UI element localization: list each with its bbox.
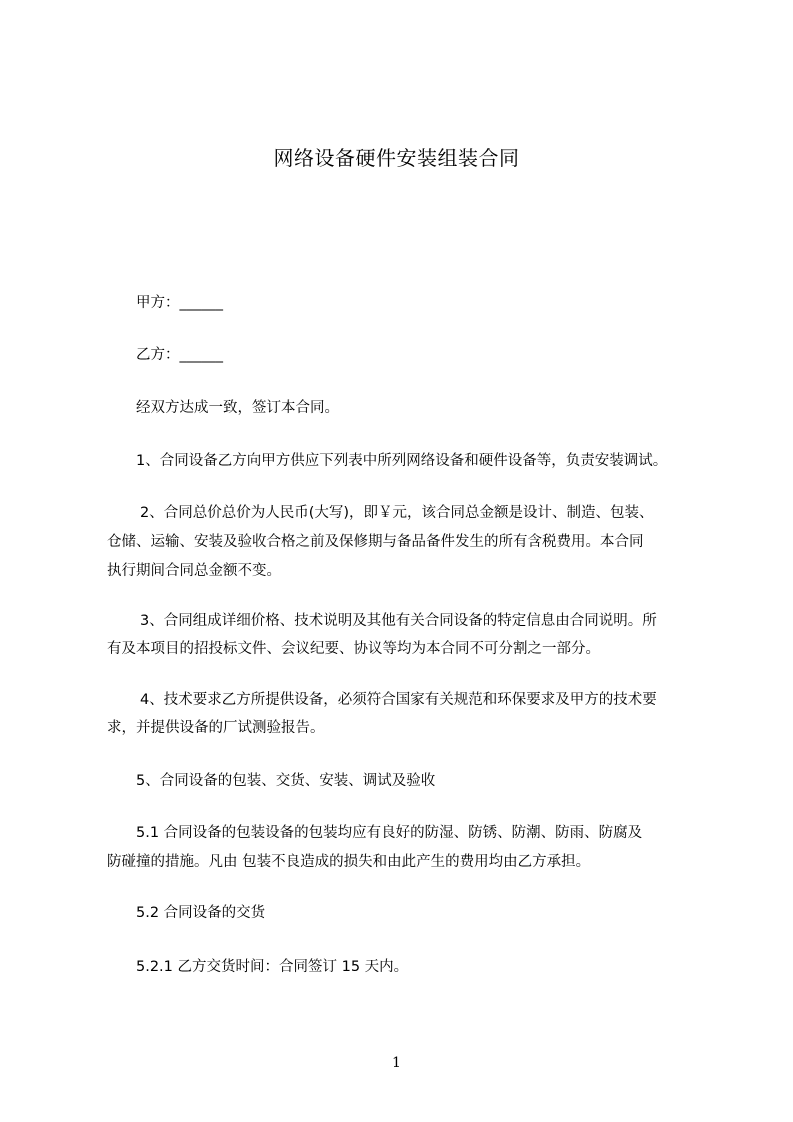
clause-5-2-heading: 5.2 合同设备的交货 [136,905,266,921]
clause-2-line-1: 2、合同总价总价为人民币(大写)，即￥元，该合同总金额是设计、制造、包装、 [140,505,654,521]
clause-1-paragraph: 1、合同设备乙方向甲方供应下列表中所列网络设备和硬件设备等，负责安装调试。 [136,453,668,469]
clause-2-line-2: 仓储、运输、安装及验收合格之前及保修期与备品备件发生的所有含税费用。本合同 [107,534,644,550]
party-b-line: 乙方：______ [136,347,223,363]
clause-4-line-2: 求，并提供设备的厂试测验报告。 [107,720,325,736]
clause-5-1-line-1: 5.1 合同设备的包装设备的包装均应有良好的防湿、防锈、防潮、防雨、防腐及 [136,825,643,841]
page-number: 1 [392,1055,401,1071]
document-title: 网络设备硬件安装组装合同 [273,146,520,170]
clause-2-line-3: 执行期间合同总金额不变。 [107,563,281,579]
clause-5-1-line-2: 防碰撞的措施。凡由 包装不良造成的损失和由此产生的费用均由乙方承担。 [107,854,591,870]
clause-3-line-2: 有及本项目的招投标文件、会议纪要、协议等均为本合同不可分割之一部分。 [107,641,600,657]
party-a-line: 甲方：______ [136,295,223,311]
clause-4-line-1: 4、技术要求乙方所提供设备，必须符合国家有关规范和环保要求及甲方的技术要 [140,692,657,708]
clause-5-2-1-line: 5.2.1 乙方交货时间：合同签订 15 天内。 [136,959,409,975]
clause-3-line-1: 3、合同组成详细价格、技术说明及其他有关合同设备的特定信息由合同说明。所 [140,613,657,629]
intro-paragraph: 经双方达成一致，签订本合同。 [136,400,339,416]
clause-5-heading: 5、合同设备的包装、交货、安装、调试及验收 [136,773,436,789]
